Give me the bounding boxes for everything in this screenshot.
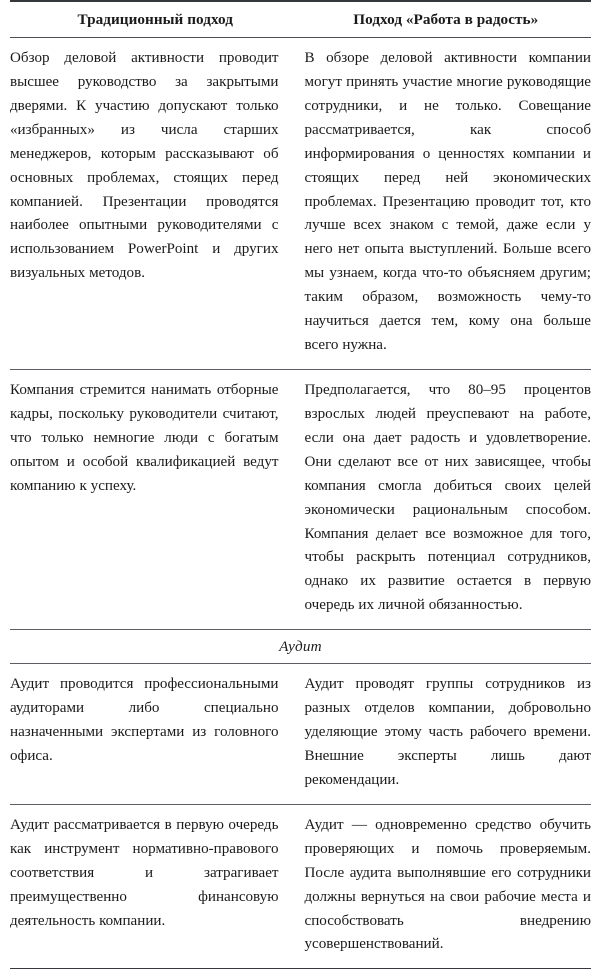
table-row <box>10 369 591 629</box>
cell-text: В обзоре деловой активности компании могут принять участие многие руководящие сотрудники, и не только. Совещание рассматривается, как способ информирования о ценностях компании и стоящих перед ней экономических проблемах. Презентацию проводит тот, кто лучше всех знаком с темой, даже если у него нет опыта выступлений. Больше всего мы узнаем, когда что-то объясняем другим; таким образом, возможность чему-то научиться дается тем, кому она больше всего нужна. <box>304 50 591 354</box>
section-heading-audit: Аудит <box>279 638 322 656</box>
table-cell-joy-at-work <box>301 38 592 370</box>
column-header-joy-at-work-label: Подход «Работа в радость» <box>353 11 539 28</box>
table-cell-traditional <box>10 804 301 969</box>
table-cell-traditional <box>10 369 301 629</box>
cell-text: Аудит — одновременно средство обучить проверяющих и помочь проверяемым. После аудита выполнявшие его сотрудники должны вернуться на свои рабочие места и способствовать внедрению усовершенствований. <box>304 816 591 953</box>
cell-text: Аудит проводится профессиональными аудиторами либо специально назначенными экспертами из головного офиса. <box>10 676 279 764</box>
cell-text: Обзор деловой активности проводит высшее руководство за закрытыми дверями. К участию допускают только «избранных» из числа старших менеджеров, которым рассказывают об основных проблемах, стоящих перед компанией. Презентации проводятся наиболее опытными руководителями с использованием PowerPoint и других визуальных методов. <box>10 50 279 282</box>
table-cell-joy-at-work <box>301 804 592 969</box>
table-header-row <box>10 1 591 38</box>
table-header <box>10 1 591 38</box>
cell-text: Аудит проводят группы сотрудников из разных отделов компании, добровольно уделяющие этому часть рабочего времени. Внешние эксперты лишь дают рекомендации. <box>304 676 591 788</box>
table-cell-joy-at-work <box>301 664 592 805</box>
table-cell-joy-at-work <box>301 369 592 629</box>
table-body <box>10 38 591 969</box>
cell-text: Компания стремится нанимать отборные кадры, поскольку руководители считают, что только немногие люди с богатым опытом и особой квалификацией ведут компанию к успеху. <box>10 381 279 494</box>
cell-text: Аудит рассматривается в первую очередь как инструмент нормативно-правового соответствия и затрагивает преимущественно финансовую деятельность компании. <box>10 816 279 929</box>
column-header-traditional-label: Традиционный подход <box>77 11 233 28</box>
table-row <box>10 804 591 969</box>
table-section-row <box>10 630 591 664</box>
table-row <box>10 664 591 805</box>
column-header-joy-at-work <box>301 1 592 38</box>
table-cell-traditional <box>10 664 301 805</box>
comparison-table <box>10 0 591 969</box>
table-cell-traditional <box>10 38 301 370</box>
column-header-traditional <box>10 1 301 38</box>
table-row <box>10 38 591 370</box>
cell-text: Предполагается, что 80–95 процентов взрослых людей преуспевают на работе, если она дает радость и удовлетворение. Они сделают все от них зависящее, чтобы компания смогла добиться своих целей экономически рациональным способом. Компания делает все возможное для того, чтобы раскрыть потенциал сотрудников, однако их развитие остается в первую очередь их личной обязанностью. <box>304 381 591 614</box>
